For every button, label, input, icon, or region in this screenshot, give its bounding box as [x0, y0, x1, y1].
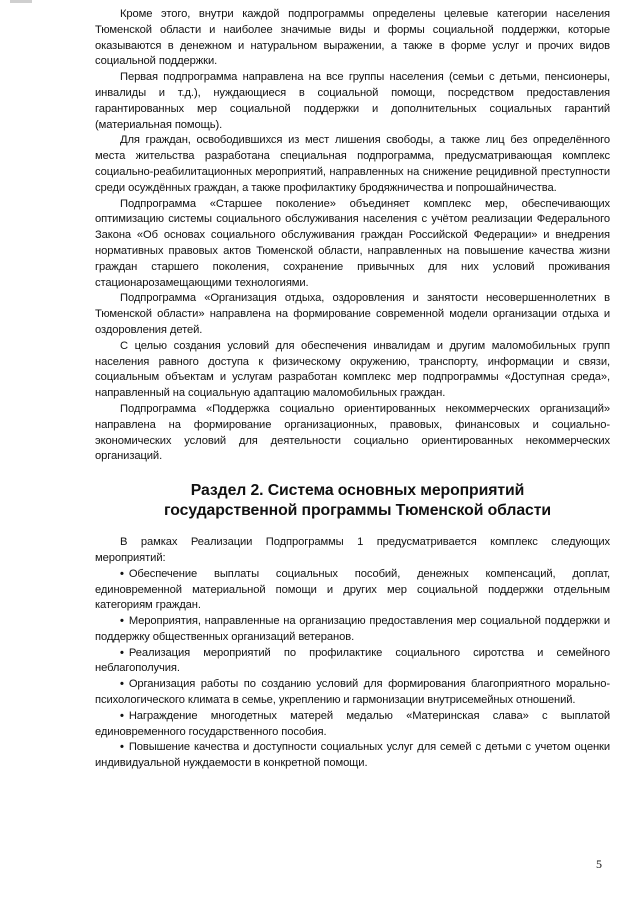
paragraph: Подпрограмма «Поддержка социально ориентированных некоммерческих организаций» направлена на формирование организационных, правовых, финансовых и социально-экономических условий для деятельности социально ориентированных некоммерческих организаций. [95, 402, 610, 463]
section-heading-line-1: Раздел 2. Система основных мероприятий [190, 482, 525, 500]
bullet-icon: • [120, 567, 124, 580]
scan-corner-mark [10, 0, 32, 3]
list-item [95, 567, 610, 614]
list-item-text: Награждение многодетных матерей медалью «Материнская слава» с выплатой единовременного государственного пособия. [95, 709, 610, 738]
bullet-icon: • [120, 709, 124, 722]
section-heading [95, 481, 610, 521]
bullet-icon: • [120, 741, 124, 754]
paragraph: Для граждан, освободившихся из мест лишения свободы, а также лиц без определённого места жительства разработана специальная подпрограмма, предусматривающая комплекс социально-реабилитационных мероприятий, направленных на снижение рецидивной преступности среди осуждённых граждан, а также профилактику бродяжничества и попрошайничества. [95, 134, 610, 194]
list-item [95, 740, 610, 772]
bullet-icon: • [120, 646, 124, 659]
section-intro: В рамках Реализации Подпрограммы 1 предусматривается комплекс следующих мероприятий: [95, 536, 610, 564]
paragraph: Кроме этого, внутри каждой подпрограммы определены целевые категории населения Тюменской области и наиболее значимые виды и формы социальной поддержки, которые оказываются в денежном и натуральном выражении, а также в форме услуг и прочих видов социальной поддержки. [95, 8, 610, 68]
list-item [95, 646, 610, 678]
bullet-icon: • [120, 615, 124, 628]
page-body [95, 7, 610, 772]
bullet-icon: • [120, 678, 124, 691]
list-item [95, 709, 610, 741]
list-item-text: Повышение качества и доступности социальных услуг для семей с детьми с учетом оценки индивидуальной нуждаемости в конкретной помощи. [95, 741, 610, 770]
list-item [95, 677, 610, 709]
list-item-text: Мероприятия, направленные на организацию предоставления мер социальной поддержки и поддержку общественных организаций ветеранов. [95, 615, 610, 643]
paragraph: Подпрограмма «Организация отдыха, оздоровления и занятости несовершеннолетних в Тюменской области» направлена на формирование современной модели организации отдыха и оздоровления детей. [95, 292, 610, 336]
list-item-text: Обеспечение выплаты социальных пособий, денежных компенсаций, доплат, единовременной материальной помощи и других мер социальной поддержки отдельным категориям граждан. [95, 567, 610, 612]
section-heading-line-2: государственной программы Тюменской области [164, 502, 551, 520]
list-item [95, 614, 610, 646]
paragraph: Подпрограмма «Старшее поколение» объединяет комплекс мер, обеспечивающих оптимизацию системы социального обслуживания населения с учётом реализации Федерального Закона «Об основах социального обслуживания граждан Российской Федерации» и внедрения нормативных правовых актов Тюменской области, направленных на повышение качества жизни граждан старшего поколения, сохранение привычных для них условий проживания стационарозамещающими технологиями. [95, 197, 610, 289]
paragraph: Первая подпрограмма направлена на все группы населения (семьи с детьми, пенсионеры, инвалиды и т.д.), нуждающиеся в социальной помощи, посредством предоставления гарантированных мер социальной поддержки и дополнительных социальных гарантий (материальная помощь). [95, 71, 610, 131]
list-item-text: Реализация мероприятий по профилактике социального сиротства и семейного неблагополучия. [95, 646, 610, 675]
list-item-text: Организация работы по созданию условий для формирования благоприятного морально-психологического климата в семье, укреплению и гармонизации внутрисемейных отношений. [95, 678, 610, 707]
page-number: 5 [596, 857, 602, 871]
paragraph: С целью создания условий для обеспечения инвалидам и другим маломобильных групп населения равного доступа к физическому окружению, транспорту, информации и связи, социальным объектам и услугам разработан комплекс мер подпрограммы «Доступная среда», направленный на социальную адаптацию маломобильных граждан. [95, 339, 610, 400]
measures-list [95, 567, 610, 772]
